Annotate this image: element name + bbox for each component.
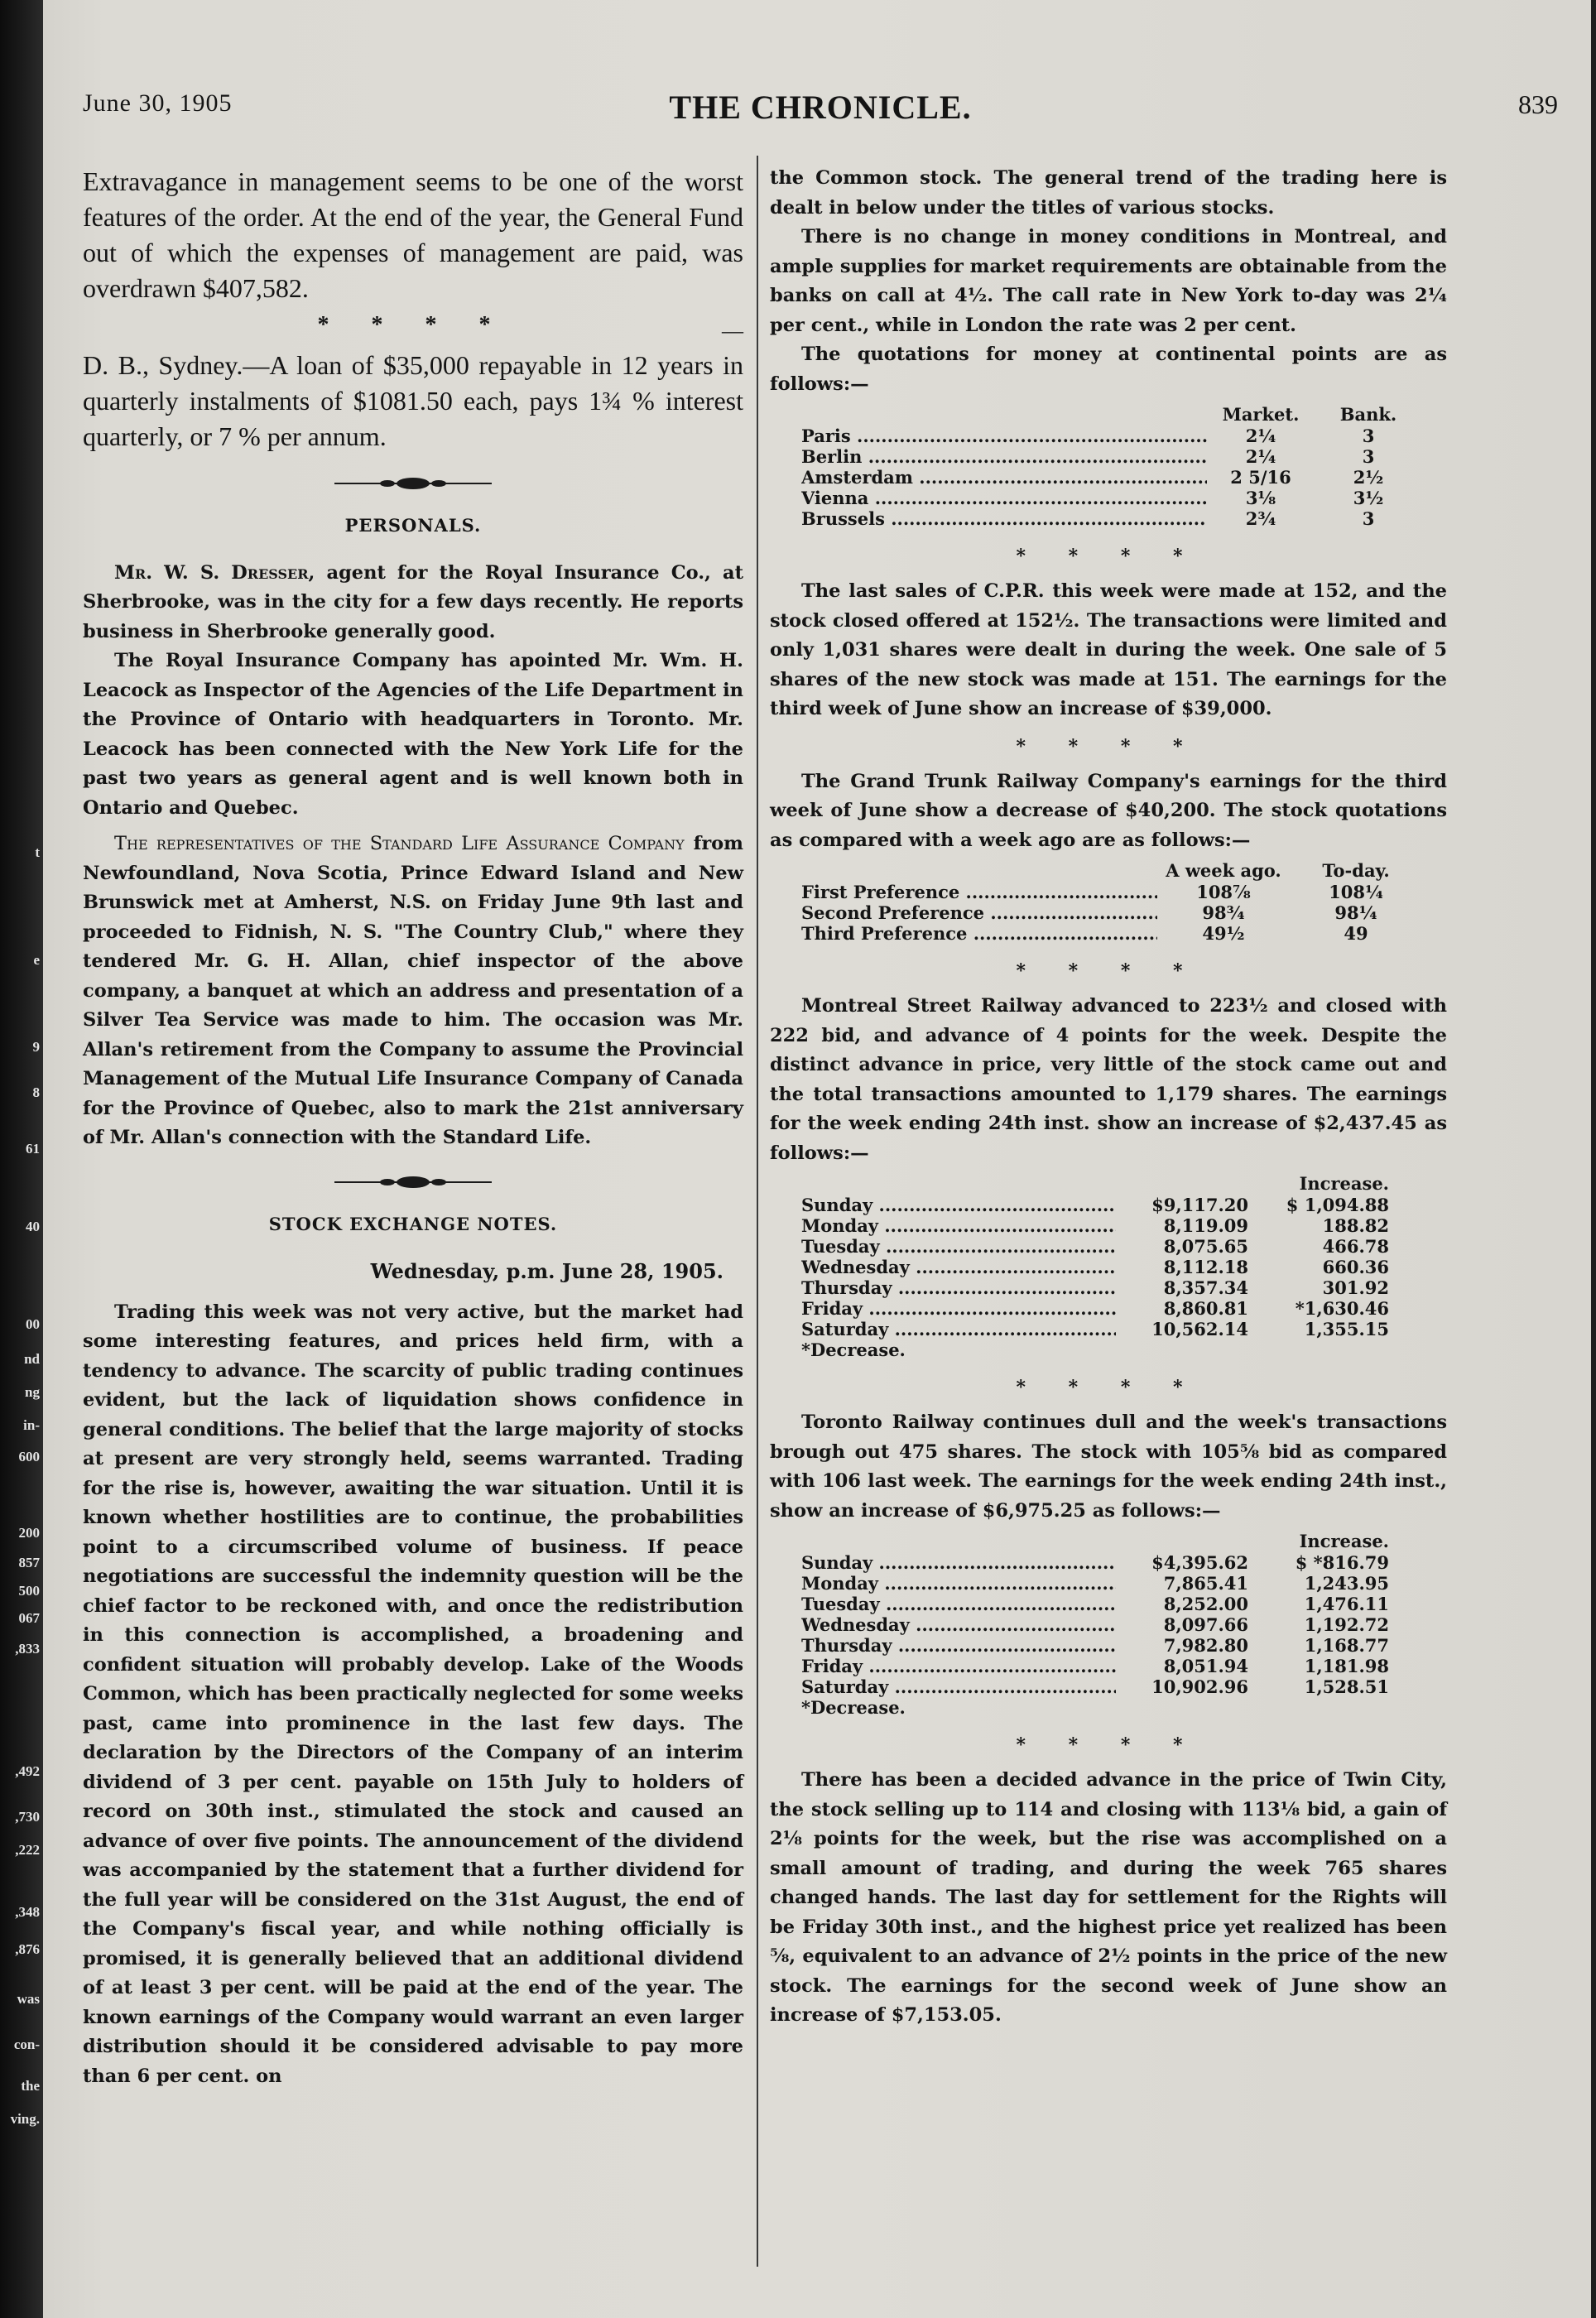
earnings-amount: 10,902.96 <box>1151 1676 1248 1697</box>
earnings-amount: $4,395.62 <box>1151 1552 1248 1573</box>
table-row <box>801 1552 1447 1573</box>
col-header-increase: Increase. <box>1299 1173 1389 1194</box>
day-name: Tuesday ..... <box>801 1594 1116 1614</box>
col-header-today: To-day. <box>1322 860 1390 881</box>
margin-fragment: ,876 <box>15 1941 40 1957</box>
week-ago-quote: 108⅞ <box>1196 882 1251 902</box>
day-name: Thursday ..... <box>801 1277 1116 1298</box>
day-name: Sunday ..... <box>801 1552 1116 1573</box>
city-name: Amsterdam ..... <box>801 467 1207 488</box>
section-stars: * * * * <box>1016 960 1201 982</box>
section-stars: * * * * <box>1016 735 1201 757</box>
margin-fragment: ,730 <box>15 1809 40 1825</box>
money-rates-table <box>801 404 1447 529</box>
margin-fragment: 600 <box>18 1449 40 1464</box>
earnings-increase: 301.92 <box>1322 1277 1389 1298</box>
table-row <box>801 467 1447 488</box>
margin-fragment: 8 <box>32 1084 40 1100</box>
section-stars: * * * * <box>317 312 509 338</box>
day-name: Wednesday ..... <box>801 1614 1116 1635</box>
answer-paragraph: D. B., Sydney.—A loan of $35,000 repayable in 12 years in quarterly instalments of $1081.50 each, pays 1¾ % interest quarterly, or 7 % per annum. <box>83 350 743 451</box>
section-stars: * * * * <box>1016 546 1201 567</box>
table-row <box>801 1215 1447 1236</box>
table-row <box>801 1614 1447 1635</box>
earnings-increase: 466.78 <box>1322 1236 1389 1257</box>
col-header-week-ago: A week ago. <box>1166 860 1281 881</box>
montreal-street-paragraph: Montreal Street Railway advanced to 223½ and closed with 222 bid, and advance of 4 points for the week. Despite the distinct advance in price, very little of the stock came out and the total transactions amounted to 1,179 shares. The earnings for the week ending 24th inst. show an increase of $2,437.45 as follows:— <box>770 995 1447 1164</box>
margin-fragment: nd <box>24 1351 40 1367</box>
margin-fragment: 067 <box>18 1610 40 1626</box>
stock-notes-heading: STOCK EXCHANGE NOTES. <box>268 1213 558 1234</box>
margin-fragment: 500 <box>18 1583 40 1599</box>
bank-rate: 3 <box>1362 426 1375 446</box>
stock-name: Third Preference ..... <box>801 923 1157 944</box>
scan-binding-edge <box>0 0 43 2318</box>
margin-fragment: was <box>17 1991 40 2007</box>
today-quote: 98¼ <box>1334 902 1377 923</box>
table-header-row <box>801 1173 1447 1195</box>
earnings-amount: 8,119.09 <box>1163 1215 1248 1236</box>
day-name: Thursday ..... <box>801 1635 1116 1656</box>
table-row <box>801 882 1447 902</box>
col-header-bank: Bank. <box>1339 404 1397 425</box>
city-name: Vienna ..... <box>801 488 1207 508</box>
margin-fragment: e <box>33 952 40 968</box>
earnings-amount: 8,252.00 <box>1163 1594 1248 1614</box>
earnings-increase: 1,243.95 <box>1304 1573 1389 1594</box>
personals-paragraph-1 <box>83 559 743 647</box>
personals-p3-lead: The representatives of the Standard Life Assurance Company <box>114 833 685 854</box>
day-name: Friday ..... <box>801 1298 1116 1319</box>
margin-fragment: 00 <box>26 1316 40 1332</box>
today-quote: 108¼ <box>1329 882 1383 902</box>
earnings-increase: 1,168.77 <box>1304 1635 1389 1656</box>
margin-fragment: ,222 <box>15 1842 40 1858</box>
market-rate: 2¾ <box>1245 508 1276 529</box>
earnings-increase: 1,181.98 <box>1304 1656 1389 1676</box>
day-name: Monday ..... <box>801 1215 1116 1236</box>
twin-city-paragraph: There has been a decided advance in the price of Twin City, the stock selling up to 114 and closing with 113⅛ bid, a gain of 2⅛ points for the week, but the rise was accomplished on a small amount of trading, and during the week 765 shares changed hands. The last day for settlement for the Rights will be Friday 30th inst., and the highest price yet realized has been ⅝, equivalent to an advance of 2½ points in the price of the new stock. The earnings for the second week of June show an increase of $7,153.05. <box>770 1769 1447 2026</box>
table-row <box>801 1298 1447 1319</box>
day-name: Saturday ..... <box>801 1319 1116 1339</box>
market-rate: 2¼ <box>1245 426 1276 446</box>
personals-p3-text: from Newfoundland, Nova Scotia, Prince Edward Island and New Brunswick met at Amherst, N.S. on Friday June 9th last and proceeded to Fidnish, N. S. "The Country Club," where they tendered Mr. G. H. Allan, chief inspector of the above company, a banquet at which an address and presentation of a Silver Tea Service was made to him. The occasion was Mr. Allan's retirement from the Company to assume the Provincial Management of the Mutual Life Insurance Company of Canada for the Province of Quebec, also to mark the 21st anniversary of Mr. Allan's connection with the Standard Life. <box>83 833 743 1148</box>
personals-heading: PERSONALS. <box>344 515 482 536</box>
earnings-increase: $ *816.79 <box>1295 1552 1389 1573</box>
market-rate: 2¼ <box>1245 446 1276 467</box>
earnings-increase: 1,476.11 <box>1304 1594 1389 1614</box>
bank-rate: 2½ <box>1353 467 1384 488</box>
col-header-market: Market. <box>1222 404 1300 425</box>
ornamental-rule-icon <box>334 1175 492 1190</box>
earnings-increase: 660.36 <box>1322 1257 1389 1277</box>
table-row <box>801 1257 1447 1277</box>
day-name: Wednesday ..... <box>801 1257 1116 1277</box>
column-divider <box>757 156 758 2267</box>
grand-trunk-table <box>801 860 1447 944</box>
earnings-amount: 8,357.34 <box>1163 1277 1248 1298</box>
page-number: 839 <box>1518 89 1558 119</box>
margin-fragment: in- <box>23 1417 40 1433</box>
newspaper-page <box>43 0 1591 2318</box>
earnings-amount: 8,097.66 <box>1163 1614 1248 1635</box>
intro-paragraph: Extravagance in management seems to be one of the worst features of the order. At the end of the year, the General Fund out of which the expenses of management are paid, was overdrawn $407,582. <box>83 166 743 303</box>
week-ago-quote: 98¾ <box>1202 902 1245 923</box>
quotations-intro: The quotations for money at continental points are as follows:— <box>770 344 1447 395</box>
earnings-amount: 7,982.80 <box>1163 1635 1248 1656</box>
money-conditions-paragraph: There is no change in money conditions in Montreal, and ample supplies for market requirements are obtainable from the banks on call at 4½. The call rate in New York to-day was 2¼ per cent., while in London the rate was 2 per cent. <box>770 226 1447 336</box>
day-name: Saturday ..... <box>801 1676 1116 1697</box>
day-name: Monday ..... <box>801 1573 1116 1594</box>
table-row <box>801 923 1447 944</box>
earnings-increase: 1,355.15 <box>1304 1319 1389 1339</box>
page-header <box>83 81 1558 131</box>
bank-rate: 3 <box>1362 508 1375 529</box>
personals-paragraph-3 <box>83 830 743 1153</box>
week-ago-quote: 49½ <box>1202 923 1245 944</box>
table-row <box>801 1635 1447 1656</box>
ornamental-rule-icon <box>334 476 492 491</box>
bank-rate: 3½ <box>1353 488 1384 508</box>
earnings-amount: 8,051.94 <box>1163 1656 1248 1676</box>
table-header-row <box>801 1531 1447 1552</box>
margin-fragment: ,348 <box>15 1904 40 1920</box>
margin-fragment: 200 <box>18 1525 40 1541</box>
table-note: *Decrease. <box>801 1697 906 1718</box>
earnings-increase: 1,192.72 <box>1304 1614 1389 1635</box>
city-name: Berlin ..... <box>801 446 1207 467</box>
earnings-amount: 8,860.81 <box>1163 1298 1248 1319</box>
earnings-amount: 8,112.18 <box>1163 1257 1248 1277</box>
city-name: Brussels ..... <box>801 508 1207 529</box>
personals-paragraph-2: The Royal Insurance Company has apointed Mr. Wm. H. Leacock as Inspector of the Agencies of the Life Department in the Province of Ontario with headquarters in Toronto. Mr. Leacock has been connected with the New York Life for the past two years as general agent and is well known both in Ontario and Quebec. <box>83 650 743 819</box>
table-row <box>801 426 1447 446</box>
city-name: Paris ..... <box>801 426 1207 446</box>
right-column <box>770 164 1447 2031</box>
table-row <box>801 446 1447 467</box>
earnings-amount: $9,117.20 <box>1151 1195 1248 1215</box>
table-row <box>801 1594 1447 1614</box>
cpr-paragraph: The last sales of C.P.R. this week were made at 152, and the stock closed offered at 152½. The transactions were limited and only 1,031 shares were dealt in during the week. One sale of 5 shares of the new stock was made at 151. The earnings for the third week of June show an increase of $39,000. <box>770 580 1447 719</box>
table-row <box>801 488 1447 508</box>
margin-fragment: ,833 <box>15 1641 40 1657</box>
margin-fragment: t <box>35 844 40 860</box>
table-row <box>801 902 1447 923</box>
bank-rate: 3 <box>1362 446 1375 467</box>
stock-notes-dateline: Wednesday, p.m. June 28, 1905. <box>370 1259 723 1283</box>
earnings-increase: $ 1,094.88 <box>1286 1195 1389 1215</box>
stock-name: First Preference ..... <box>801 882 1157 902</box>
table-header-row <box>801 860 1447 882</box>
margin-fragment: 40 <box>26 1219 40 1234</box>
earnings-increase: 188.82 <box>1322 1215 1389 1236</box>
margin-fragment: ,492 <box>15 1763 40 1779</box>
earnings-amount: 10,562.14 <box>1151 1319 1248 1339</box>
stock-notes-body: Trading this week was not very active, but the market had some interesting features, and prices held firm, with a tendency to advance. The scarcity of public trading continues evident, but the lack of liquidation shows confidence in general conditions. The belief that the large majority of stocks at present are very strongly held, seems warranted. Trading for the rise is, however, awaiting the war situation. Until it is known whether hostilities are to continue, the probabilities point to a circumscribed volume of business. If peace negotiations are successful the indemnity question will be the chief factor to be reckoned with, and once the redistribution in this connection is accomplished, a broadening and confident situation will probably develop. Lake of the Woods Common, which has been practically neglected for some weeks past, came into prominence in the last few days. The declaration by the Directors of the Company of an interim dividend of 3 per cent. payable on 15th July to holders of record on 30th inst., stimulated the stock and caused an advance of over five points. The announcement of the dividend was accompanied by the statement that a further dividend for the full year will be considered on the 31st August, the end of the Company's fiscal year, and while nothing officially is promised, it is generally believed that an additional dividend of at least 3 per cent. will be paid at the end of the year. The known earnings of the Company would warrant an even larger distribution should it be considered advisable to pay more than 6 per cent. on <box>83 1301 743 2087</box>
montreal-earnings-table <box>801 1173 1447 1360</box>
issue-date: June 30, 1905 <box>83 89 233 117</box>
stock-name: Second Preference ..... <box>801 902 1157 923</box>
table-row <box>801 1656 1447 1676</box>
section-stars: * * * * <box>1016 1377 1201 1398</box>
toronto-earnings-table <box>801 1531 1447 1718</box>
earnings-increase: *1,630.46 <box>1295 1298 1389 1319</box>
section-stars: * * * * <box>1016 1734 1201 1756</box>
table-row <box>801 1319 1447 1339</box>
personals-p1-lead: Mr. W. S. Dresser, <box>114 561 315 584</box>
col-header-increase: Increase. <box>1299 1531 1389 1551</box>
table-header-row <box>801 404 1447 426</box>
earnings-amount: 8,075.65 <box>1163 1236 1248 1257</box>
table-row <box>801 1573 1447 1594</box>
today-quote: 49 <box>1344 923 1368 944</box>
dash-mark: — <box>722 319 743 343</box>
table-row <box>801 508 1447 529</box>
margin-fragment: ving. <box>10 2111 40 2127</box>
table-row <box>801 1236 1447 1257</box>
continuation-paragraph: the Common stock. The general trend of the trading here is dealt in below under the titles of various stocks. <box>770 167 1447 219</box>
table-row <box>801 1195 1447 1215</box>
margin-fragment: the <box>21 2078 40 2094</box>
toronto-railway-paragraph: Toronto Railway continues dull and the week's transactions brough out 475 shares. The stock with 105⅝ bid as compared with 106 last week. The earnings for the week ending 24th inst., show an increase of $6,975.25 as follows:— <box>770 1411 1447 1522</box>
market-rate: 2 5/16 <box>1230 467 1291 488</box>
earnings-amount: 7,865.41 <box>1163 1573 1248 1594</box>
earnings-increase: 1,528.51 <box>1304 1676 1389 1697</box>
margin-fragment: con- <box>13 2037 40 2052</box>
day-name: Sunday ..... <box>801 1195 1116 1215</box>
margin-fragment: ng <box>25 1384 40 1400</box>
personals-p1-text: agent for the Royal Insurance Co., at Sherbrooke, was in the city for a few days recently. He reports business in Sherbrooke generally good. <box>83 561 743 642</box>
left-column <box>83 164 743 2091</box>
day-name: Tuesday ..... <box>801 1236 1116 1257</box>
masthead-title: THE CHRONICLE. <box>669 89 972 126</box>
margin-fragment: 857 <box>18 1555 40 1570</box>
table-row <box>801 1676 1447 1697</box>
market-rate: 3⅛ <box>1245 488 1276 508</box>
margin-fragment: 61 <box>26 1141 40 1157</box>
margin-fragment: 9 <box>32 1039 40 1055</box>
table-row <box>801 1277 1447 1298</box>
table-note: *Decrease. <box>801 1339 906 1360</box>
day-name: Friday ..... <box>801 1656 1116 1676</box>
grand-trunk-paragraph: The Grand Trunk Railway Company's earnings for the third week of June show a decrease of $40,200. The stock quotations as compared with a week ago are as follows:— <box>770 770 1447 851</box>
